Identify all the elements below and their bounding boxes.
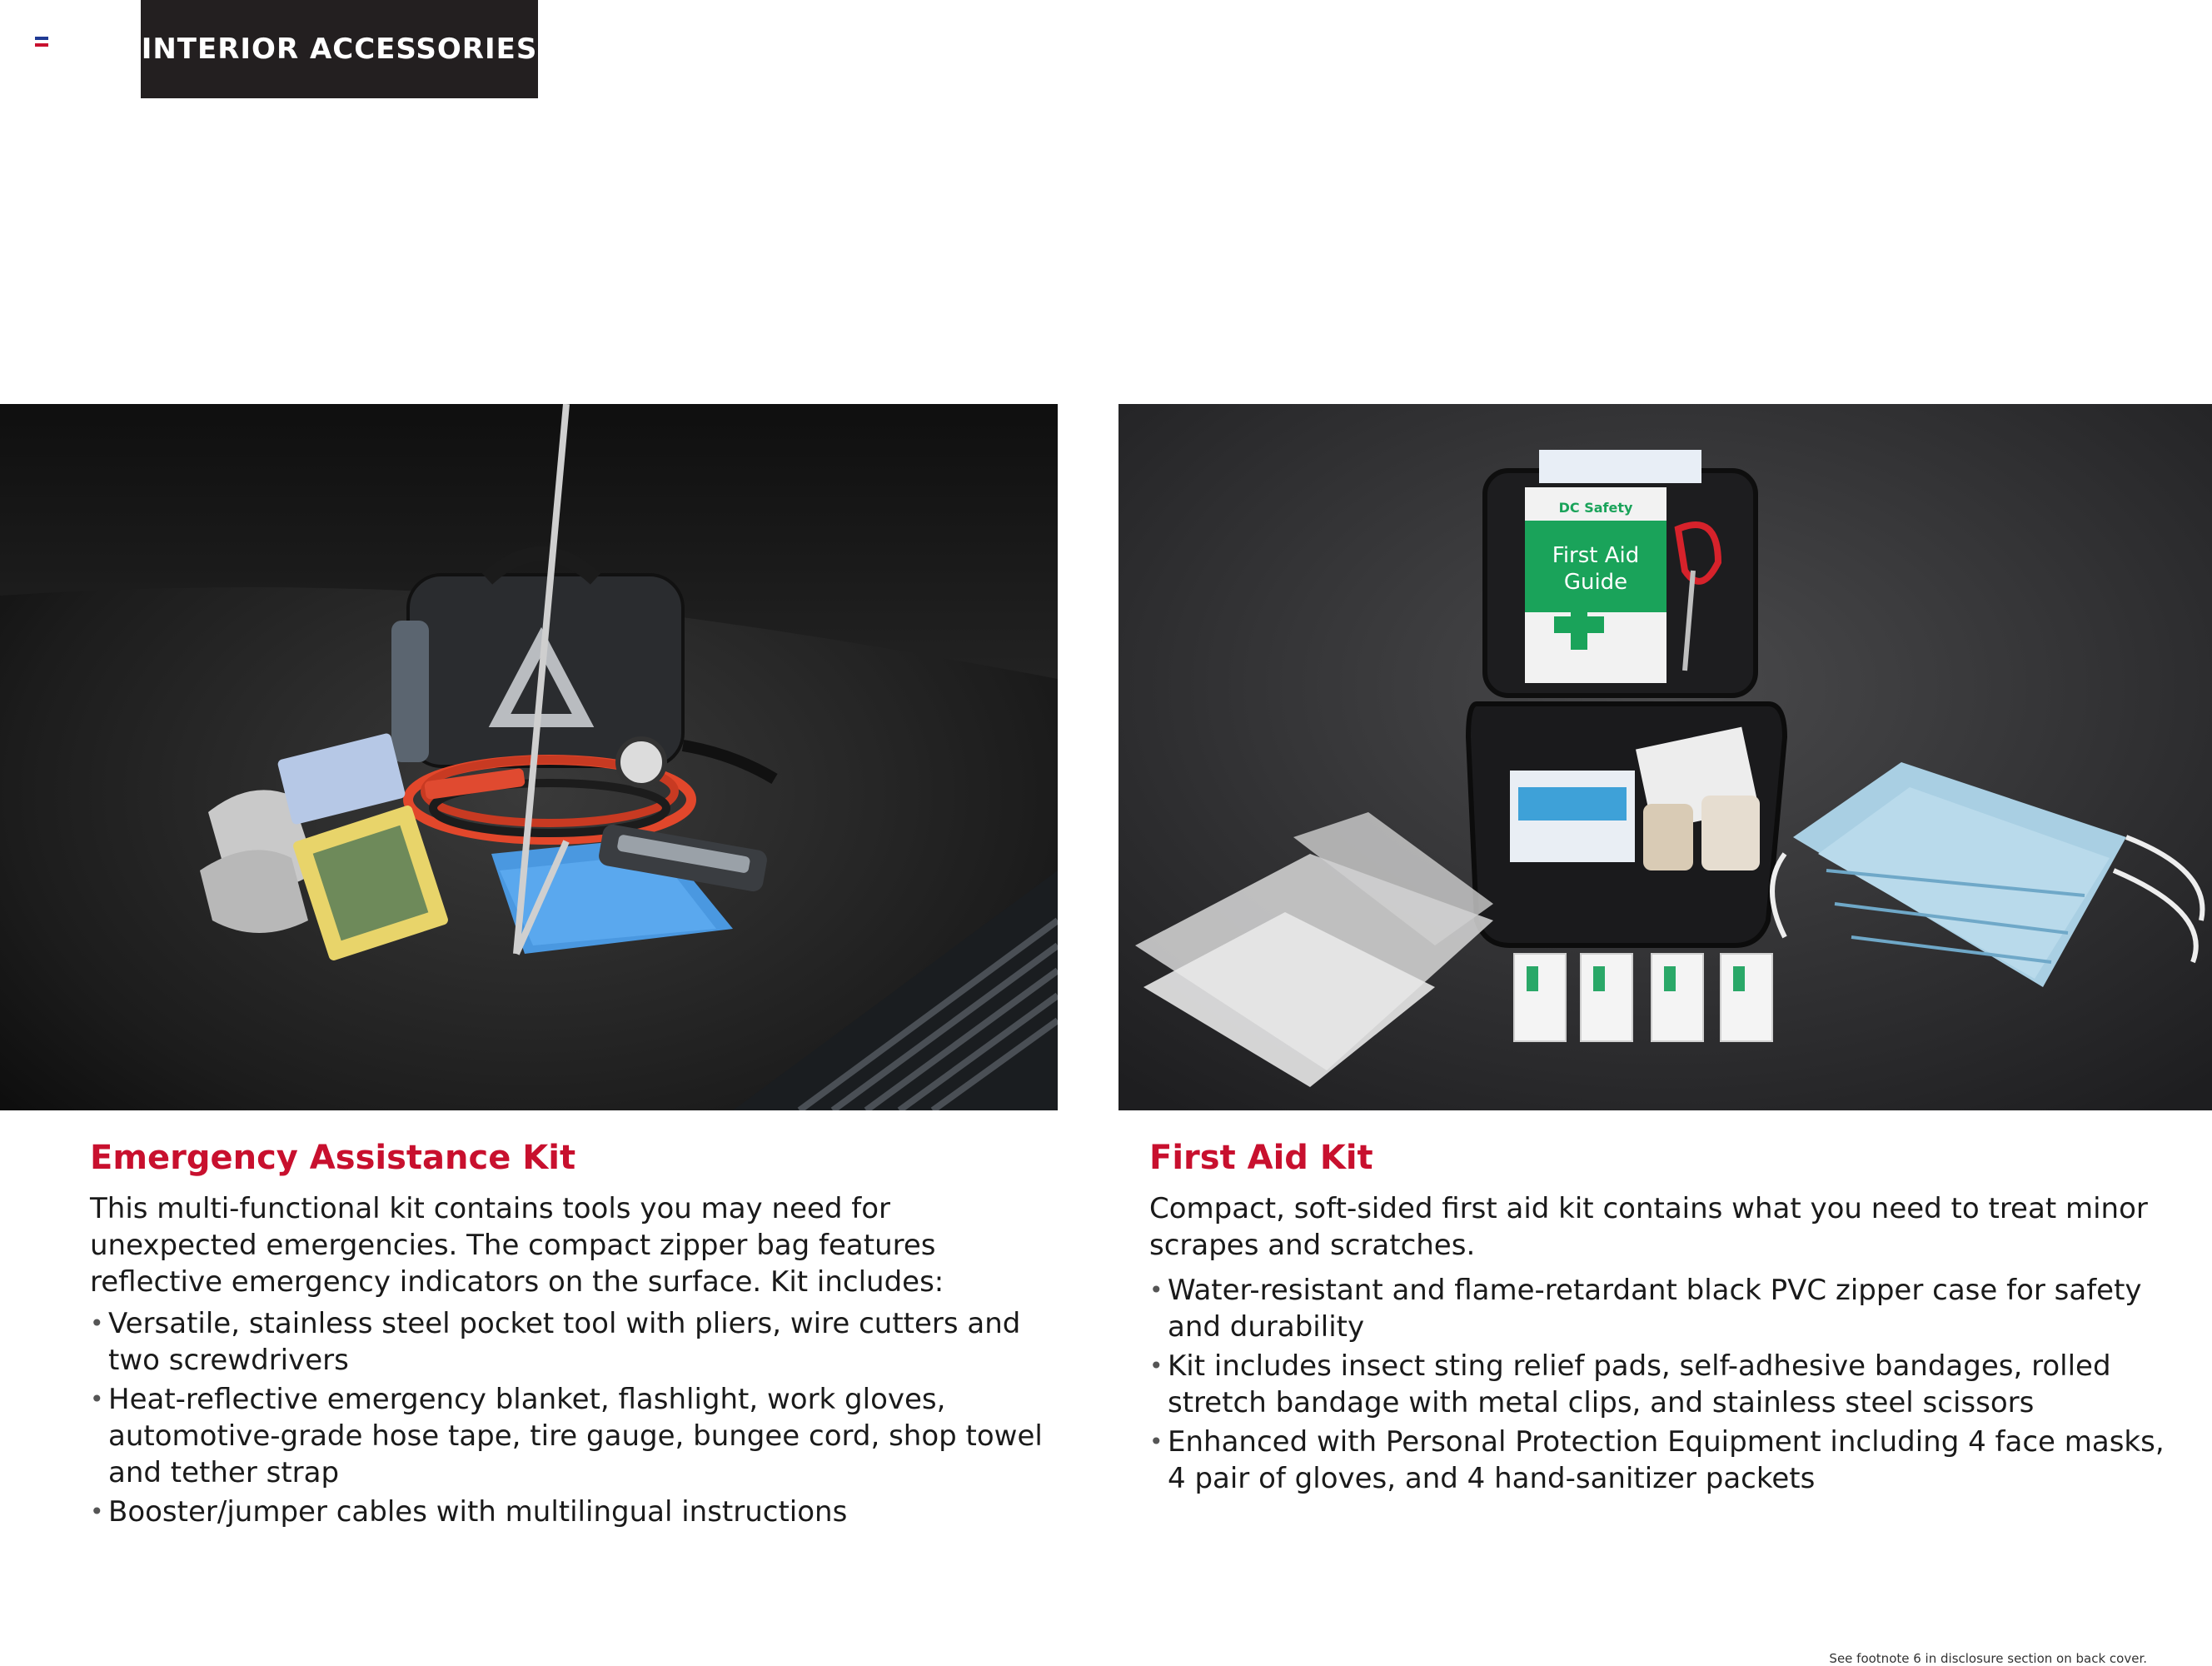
section-header-tab: INTERIOR ACCESSORIES (141, 0, 538, 98)
emergency-kit-title: Emergency Assistance Kit (90, 1139, 576, 1177)
first-aid-kit-intro: Compact, soft-sided first aid kit contains what you need to treat minor scrapes and scratches. (1149, 1192, 2148, 1262)
first-aid-kit-title: First Aid Kit (1149, 1139, 1373, 1177)
list-item: • Kit includes insect sting relief pads, self-adhesive bandages, rolled stretch bandage with metal clips, and stainless steel scissors (1149, 1348, 2182, 1421)
list-item: • Enhanced with Personal Protection Equipment including 4 face masks, 4 pair of gloves, and 4 hand-sanitizer packets (1149, 1424, 2182, 1497)
language-flag-icon[interactable] (35, 37, 48, 47)
disclosure-footnote: See footnote 6 in disclosure section on back cover. (1829, 1651, 2147, 1666)
list-item: • Versatile, stainless steel pocket tool with pliers, wire cutters and two screwdrivers (90, 1305, 1048, 1379)
emergency-kit-photo (0, 404, 1058, 1110)
kit-brand-label: DC Safety (1558, 500, 1633, 516)
emergency-kit-intro: This multi-functional kit contains tools you may need for unexpected emergencies. The compact zipper bag features reflective emergency indicators on the surface. Kit includes: (90, 1192, 944, 1299)
list-item: • Heat-reflective emergency blanket, flashlight, work gloves, automotive-grade hose tape, tire gauge, bungee cord, shop towel and tether strap (90, 1381, 1048, 1491)
list-item: • Booster/jumper cables with multilingual instructions (90, 1494, 1048, 1530)
first-aid-kit-photo (1118, 404, 2212, 1110)
emergency-kit-bullets (90, 1305, 1048, 1530)
list-item: • Water-resistant and flame-retardant black PVC zipper case for safety and durability (1149, 1272, 2182, 1345)
first-aid-kit-description (1149, 1137, 2182, 1499)
svg-text:First Aid: First Aid (1552, 543, 1640, 568)
emergency-kit-description (90, 1137, 1048, 1533)
first-aid-kit-bullets (1149, 1272, 2182, 1497)
svg-text:Guide: Guide (1563, 570, 1628, 595)
